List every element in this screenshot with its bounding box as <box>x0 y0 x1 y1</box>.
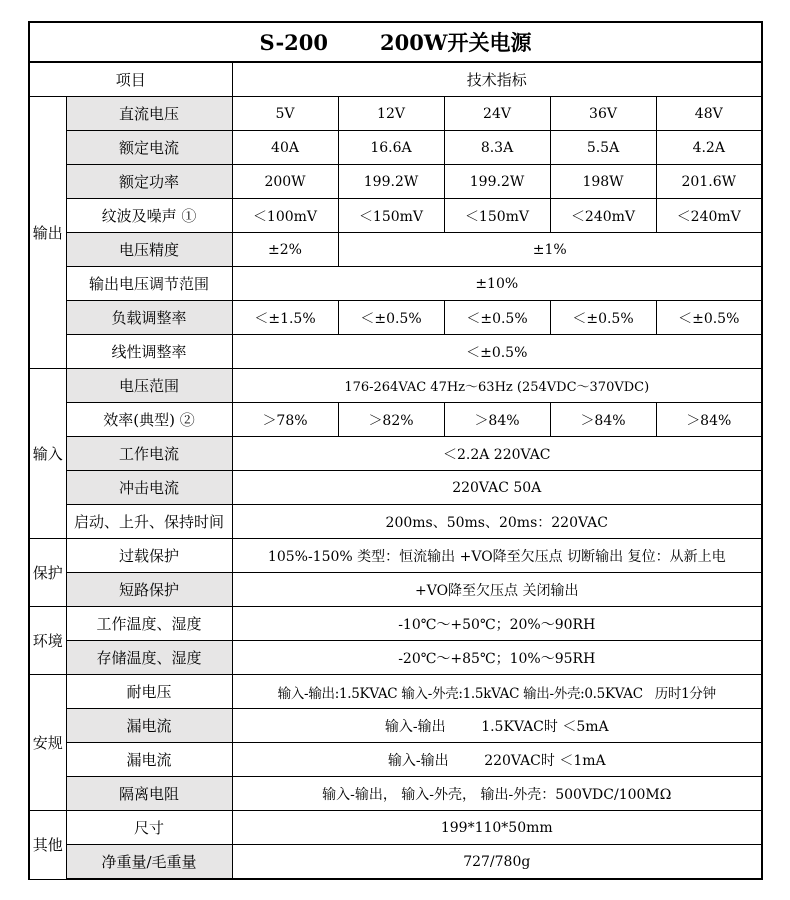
efficiency-cell: ＞78% <box>232 403 338 437</box>
row-label-adjust: 输出电压调节范围 <box>66 267 232 301</box>
vin-range-value: 176-264VAC 47Hz～63Hz (254VDC～370VDC) <box>232 369 762 403</box>
load-reg-cell: ＜±0.5% <box>444 301 550 335</box>
table-title <box>29 22 762 62</box>
efficiency-cell: ＞82% <box>338 403 444 437</box>
header-spec: 技术指标 <box>232 62 762 97</box>
current-cell: 5.5A <box>550 131 656 165</box>
row-label-current: 额定电流 <box>66 131 232 165</box>
ripple-cell: ＜240mV <box>550 199 656 233</box>
load-reg-cell: ＜±0.5% <box>656 301 762 335</box>
row-label-withstand: 耐电压 <box>66 675 232 709</box>
short-value: +VO降至欠压点 关闭输出 <box>232 573 762 607</box>
row-label-work-current: 工作电流 <box>66 437 232 471</box>
ripple-cell: ＜150mV <box>444 199 550 233</box>
accuracy-cell-others: ±1% <box>338 233 762 267</box>
power-cell: 199.2W <box>444 165 550 199</box>
group-other: 其他 <box>29 811 66 880</box>
row-label-leak-1: 漏电流 <box>66 709 232 743</box>
efficiency-cell: ＞84% <box>656 403 762 437</box>
row-label-ripple: 纹波及噪声 ① <box>66 199 232 233</box>
adjust-value: ±10% <box>232 267 762 301</box>
row-label-overload: 过载保护 <box>66 539 232 573</box>
voltage-cell: 5V <box>232 97 338 131</box>
leak-2-value: 输入-输出 220VAC时 ＜1mA <box>232 743 762 777</box>
load-reg-cell: ＜±1.5% <box>232 301 338 335</box>
voltage-cell: 12V <box>338 97 444 131</box>
withstand-value: 输入-输出:1.5KVAC 输入-外壳:1.5kVAC 输出-外壳:0.5KVAC 历时1分钟 <box>232 675 762 709</box>
ripple-cell: ＜100mV <box>232 199 338 233</box>
row-label-leak-2: 漏电流 <box>66 743 232 777</box>
current-cell: 16.6A <box>338 131 444 165</box>
power-cell: 200W <box>232 165 338 199</box>
load-reg-cell: ＜±0.5% <box>338 301 444 335</box>
current-cell: 4.2A <box>656 131 762 165</box>
isolation-value: 输入-输出， 输入-外壳， 输出-外壳：500VDC/100MΩ <box>232 777 762 811</box>
work-temp-value: -10℃～+50℃；20%～90RH <box>232 607 762 641</box>
startup-value: 200ms、50ms、20ms：220VAC <box>232 505 762 539</box>
ripple-cell: ＜150mV <box>338 199 444 233</box>
row-label-store-temp: 存储温度、湿度 <box>66 641 232 675</box>
header-item: 项目 <box>29 62 232 97</box>
size-value: 199*110*50mm <box>232 811 762 845</box>
line-reg-value: ＜±0.5% <box>232 335 762 369</box>
row-label-inrush: 冲击电流 <box>66 471 232 505</box>
group-output: 输出 <box>29 97 66 369</box>
group-input: 输入 <box>29 369 66 539</box>
efficiency-cell: ＞84% <box>444 403 550 437</box>
voltage-cell: 24V <box>444 97 550 131</box>
group-protect: 保护 <box>29 539 66 607</box>
power-cell: 201.6W <box>656 165 762 199</box>
row-label-line-reg: 线性调整率 <box>66 335 232 369</box>
row-label-startup: 启动、上升、保持时间 <box>66 505 232 539</box>
store-temp-value: -20℃～+85℃；10%～95RH <box>232 641 762 675</box>
current-cell: 8.3A <box>444 131 550 165</box>
row-label-work-temp: 工作温度、湿度 <box>66 607 232 641</box>
power-cell: 199.2W <box>338 165 444 199</box>
row-label-short: 短路保护 <box>66 573 232 607</box>
voltage-cell: 36V <box>550 97 656 131</box>
weight-value: 727/780g <box>232 845 762 880</box>
load-reg-cell: ＜±0.5% <box>550 301 656 335</box>
group-env: 环境 <box>29 607 66 675</box>
leak-1-value: 输入-输出 1.5KVAC时 ＜5mA <box>232 709 762 743</box>
row-label-accuracy: 电压精度 <box>66 233 232 267</box>
overload-value: 105%-150% 类型：恒流输出 +VO降至欠压点 切断输出 复位：从新上电 <box>232 539 762 573</box>
product-name: 200W开关电源 <box>380 30 532 55</box>
spec-table <box>28 21 763 880</box>
current-cell: 40A <box>232 131 338 165</box>
row-label-isolation: 隔离电阻 <box>66 777 232 811</box>
work-current-value: ＜2.2A 220VAC <box>232 437 762 471</box>
efficiency-cell: ＞84% <box>550 403 656 437</box>
row-label-power: 额定功率 <box>66 165 232 199</box>
row-label-weight: 净重量/毛重量 <box>66 845 232 880</box>
row-label-load-reg: 负载调整率 <box>66 301 232 335</box>
row-label-efficiency: 效率(典型) ② <box>66 403 232 437</box>
accuracy-cell-5v: ±2% <box>232 233 338 267</box>
power-cell: 198W <box>550 165 656 199</box>
group-safety: 安规 <box>29 675 66 811</box>
model-name: S-200 <box>259 30 329 55</box>
row-label-vin-range: 电压范围 <box>66 369 232 403</box>
row-label-voltage: 直流电压 <box>66 97 232 131</box>
ripple-cell: ＜240mV <box>656 199 762 233</box>
row-label-size: 尺寸 <box>66 811 232 845</box>
voltage-cell: 48V <box>656 97 762 131</box>
inrush-value: 220VAC 50A <box>232 471 762 505</box>
